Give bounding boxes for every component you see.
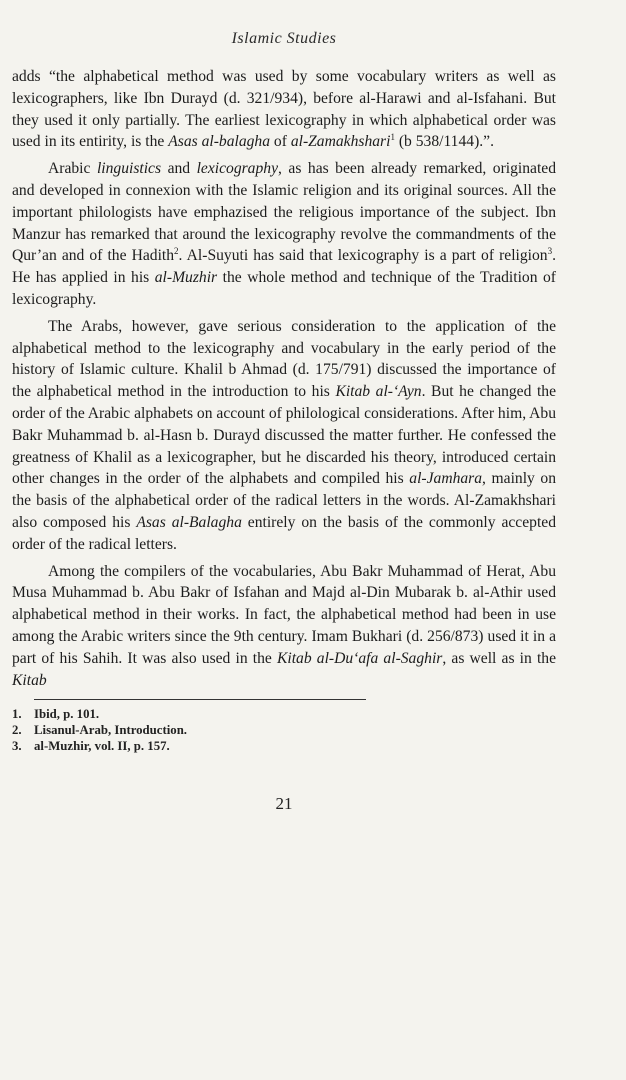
italic-title: Kitab al-Du‘afa al-Saghir: [276, 649, 443, 667]
footnote-1: [12, 707, 556, 723]
paragraph-3: [12, 316, 556, 556]
footnote-text: Ibid, p. 101.: [34, 707, 100, 722]
text-run: adds “the alphabetical method was used by some vocabulary writers as well as lexicographers, like Ibn Durayd (d. 321/934), before al-Harawi and al-Isfahani. But they used it only partially. The earliest lexicography in which alphabetical order was used in its entirity, is the: [12, 68, 556, 151]
footnote-text: Lisanul-Arab, Introduction.: [34, 722, 188, 737]
italic-title: al-Jamhara: [409, 470, 483, 488]
footnote-divider: [34, 699, 366, 700]
italic-title: Asas al-balagha: [168, 133, 271, 151]
italic-title: linguistics: [96, 160, 162, 178]
footnote-ref: 2: [174, 246, 179, 257]
footnote-ref: 1: [390, 132, 395, 143]
paragraph-1: [12, 66, 556, 153]
footnote-text: al-Muzhir, vol. II, p. 157.: [34, 738, 170, 753]
page-number: 21: [275, 794, 293, 814]
text-run: , mainly on the basis of the alphabetical order of the radical letters in the words. Al-Zamakhshari also composed his: [12, 470, 556, 531]
running-header: Islamic Studies: [231, 30, 337, 47]
book-page: [12, 0, 556, 814]
footnote-2: [12, 723, 556, 739]
text-run: , as well as in the: [442, 649, 556, 667]
paragraph-2: [12, 158, 556, 311]
italic-title: Kitab al-‘Ayn: [335, 383, 422, 401]
text-run: (b 538/1144).”.: [394, 133, 494, 151]
text-run: The Arabs, however, gave serious consideration to the application of the alphabetical method to the lexicography and vocabulary in the early period of the history of Islamic culture. Khalil b Ahmad (d. 175/791) discussed the importance of the alphabetical method in the introduction to his: [12, 317, 556, 401]
footnote-number: 2.: [12, 722, 22, 737]
footnote-ref: 3: [547, 246, 553, 257]
paragraph-4: [12, 561, 556, 692]
footnotes: [12, 707, 556, 754]
text-run: Arabic: [48, 160, 97, 178]
footnote-number: 1.: [12, 707, 22, 722]
italic-title: lexicography: [196, 160, 278, 178]
text-run: . He has applied in his: [12, 247, 556, 287]
footnote-number: 3.: [12, 738, 22, 753]
italic-title: Kitab: [12, 671, 47, 689]
text-run: Among the compilers of the vocabularies, Abu Bakr Muhammad of Herat, Abu Musa Muhammad b. Abu Bakr of Isfahan and Majd al-Din Mubarak b. al-Athir used alphabetical method in their works. In fact, the alphabetical method had been in use among the Arabic writers since the 9th century. Imam Bukhari (d. 256/873) used it in a part of his Sahih. It was also used in the: [12, 562, 556, 667]
text-run: . Al-Suyuti has said that lexicography is a part of religion: [178, 247, 548, 265]
text-run: the whole method and technique of the Tradition of lexicography.: [12, 269, 556, 308]
text-run: . But he changed the order of the Arabic alphabets on account of philological considerations. After him, Abu Bakr Muhammad b. al-Hasn b. Durayd discussed the matter further. He confessed the greatness of Khalil as a lexicographer, but he discarded his theory, introduced certain other changes in the order of the alphabets and compiled his: [12, 383, 556, 488]
text-run: and: [161, 160, 197, 178]
italic-title: al-Zamakhshari: [290, 133, 391, 151]
body-text: [12, 66, 556, 691]
text-run: , as has been already remarked, originated and developed in connexion with the Islamic religion and its original sources. All the important philologists have emphazised the religious importance of the subject. Ibn Manzur has remarked that around the lexicography revolve the commandments of the Qur’an and of the Hadith: [12, 160, 557, 265]
italic-title: al-Muzhir: [154, 269, 218, 287]
italic-title: Asas al-Balagha: [136, 513, 242, 531]
text-run: of: [270, 133, 291, 151]
text-run: entirely on the basis of the commonly accepted order of the radical letters.: [12, 513, 556, 553]
footnote-3: [12, 739, 556, 755]
